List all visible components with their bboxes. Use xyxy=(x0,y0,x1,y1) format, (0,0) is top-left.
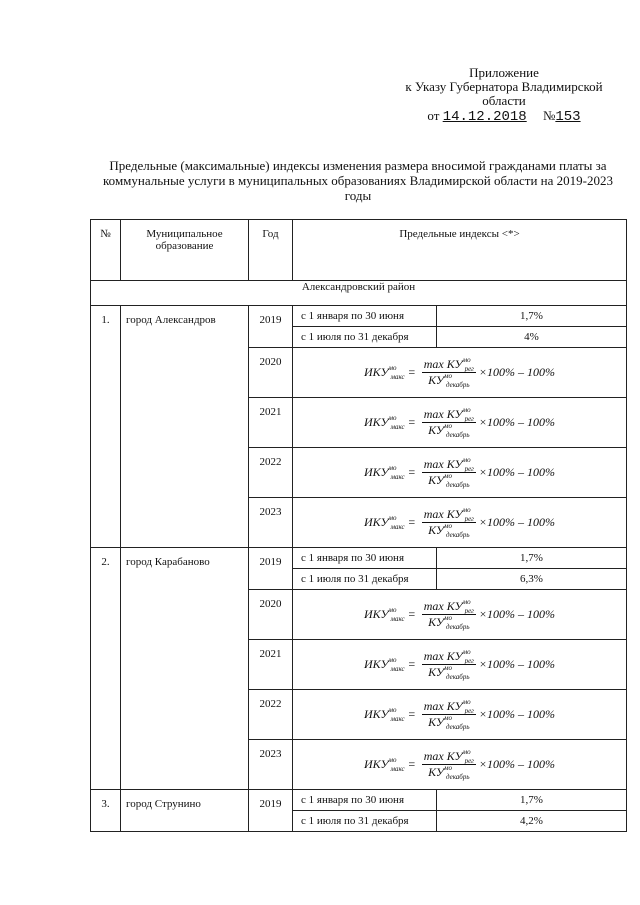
formula-cell xyxy=(293,740,627,790)
date-line xyxy=(400,109,608,124)
appendix-line2: к Указу Губернатора Владимирской xyxy=(405,79,603,94)
formula-lhs: $ИКУ^{мо}_{макс}$ xyxy=(363,464,405,481)
row-number: 1. xyxy=(91,306,121,548)
formula-cell xyxy=(293,590,627,640)
municipality-name: город Карабаново xyxy=(121,548,249,790)
index-value: 1,7% xyxy=(437,790,627,811)
title-line2: коммунальные услуги в муниципальных образованиях Владимирской области на 2019-2023 xyxy=(103,173,613,188)
period-cell: с 1 июля по 31 декабря xyxy=(293,569,437,590)
formula-lhs: $ИКУ^{мо}_{макс}$ xyxy=(363,606,405,623)
year-cell: 2019 xyxy=(249,306,293,348)
formula-tail: ×100% – 100% xyxy=(478,607,556,621)
index-formula: $ИКУ^{мо}_{макс}$ = $\frac{\max КУ^{мо}_{рег}}{КУ^{мо}_{декабрь}}$ ×100% – 100% xyxy=(363,748,556,781)
formula-tail: ×100% – 100% xyxy=(478,465,556,479)
formula-tail: ×100% – 100% xyxy=(478,515,556,529)
formula-lhs: $ИКУ^{мо}_{макс}$ xyxy=(363,414,405,431)
period-cell: с 1 января по 30 июня xyxy=(293,548,437,569)
year-cell: 2021 xyxy=(249,398,293,448)
number-prefix: № xyxy=(542,108,556,123)
formula-lhs: $ИКУ^{мо}_{макс}$ xyxy=(363,656,405,673)
appendix-line1: Приложение xyxy=(469,65,539,80)
table-header-row xyxy=(91,220,627,281)
table-row xyxy=(91,548,627,569)
formula-fraction: $\frac{\max КУ^{мо}_{рег}}{КУ^{мо}_{декабрь}}$ xyxy=(423,356,474,389)
index-formula: $ИКУ^{мо}_{макс}$ = $\frac{\max КУ^{мо}_{рег}}{КУ^{мо}_{декабрь}}$ ×100% – 100% xyxy=(363,406,556,439)
formula-cell xyxy=(293,498,627,548)
index-value: 4,2% xyxy=(437,811,627,832)
row-number: 3. xyxy=(91,790,121,832)
index-formula: $ИКУ^{мо}_{макс}$ = $\frac{\max КУ^{мо}_{рег}}{КУ^{мо}_{декабрь}}$ ×100% – 100% xyxy=(363,648,556,681)
period-cell: с 1 января по 30 июня xyxy=(293,790,437,811)
municipality-name: город Струнино xyxy=(121,790,249,832)
header-num: № xyxy=(91,220,121,281)
year-cell: 2020 xyxy=(249,348,293,398)
year-cell: 2020 xyxy=(249,590,293,640)
index-value: 1,7% xyxy=(437,306,627,327)
period-cell: с 1 июля по 31 декабря xyxy=(293,811,437,832)
formula-fraction: $\frac{\max КУ^{мо}_{рег}}{КУ^{мо}_{декабрь}}$ xyxy=(423,748,474,781)
index-formula: $ИКУ^{мо}_{макс}$ = $\frac{\max КУ^{мо}_{рег}}{КУ^{мо}_{декабрь}}$ ×100% – 100% xyxy=(363,506,556,539)
index-value: 4% xyxy=(437,327,627,348)
formula-fraction: $\frac{\max КУ^{мо}_{рег}}{КУ^{мо}_{декабрь}}$ xyxy=(423,506,474,539)
formula-fraction: $\frac{\max КУ^{мо}_{рег}}{КУ^{мо}_{декабрь}}$ xyxy=(423,456,474,489)
formula-cell xyxy=(293,448,627,498)
decree-number: 153 xyxy=(555,109,581,125)
year-cell: 2022 xyxy=(249,448,293,498)
formula-lhs: $ИКУ^{мо}_{макс}$ xyxy=(363,756,405,773)
district-name: Александровский район xyxy=(91,281,627,306)
title-line1: Предельные (максимальные) индексы изменения размера вносимой гражданами платы за xyxy=(109,158,607,173)
year-cell: 2023 xyxy=(249,740,293,790)
header-indices: Предельные индексы <*> xyxy=(293,220,627,281)
table-row xyxy=(91,306,627,327)
index-formula: $ИКУ^{мо}_{макс}$ = $\frac{\max КУ^{мо}_{рег}}{КУ^{мо}_{декабрь}}$ ×100% – 100% xyxy=(363,356,556,389)
index-formula: $ИКУ^{мо}_{макс}$ = $\frac{\max КУ^{мо}_{рег}}{КУ^{мо}_{декабрь}}$ ×100% – 100% xyxy=(363,698,556,731)
formula-cell xyxy=(293,640,627,690)
appendix-line3: области xyxy=(482,93,526,108)
formula-fraction: $\frac{\max КУ^{мо}_{рег}}{КУ^{мо}_{декабрь}}$ xyxy=(423,598,474,631)
formula-cell xyxy=(293,348,627,398)
formula-fraction: $\frac{\max КУ^{мо}_{рег}}{КУ^{мо}_{декабрь}}$ xyxy=(423,698,474,731)
municipality-name: город Александров xyxy=(121,306,249,548)
period-cell: с 1 июля по 31 декабря xyxy=(293,327,437,348)
year-cell: 2021 xyxy=(249,640,293,690)
index-formula: $ИКУ^{мо}_{макс}$ = $\frac{\max КУ^{мо}_{рег}}{КУ^{мо}_{декабрь}}$ ×100% – 100% xyxy=(363,598,556,631)
index-value: 6,3% xyxy=(437,569,627,590)
date-prefix: от xyxy=(427,108,440,123)
year-cell: 2022 xyxy=(249,690,293,740)
formula-tail: ×100% – 100% xyxy=(478,757,556,771)
formula-cell xyxy=(293,398,627,448)
table-row xyxy=(91,790,627,811)
formula-tail: ×100% – 100% xyxy=(478,365,556,379)
district-row xyxy=(91,281,627,306)
formula-tail: ×100% – 100% xyxy=(478,707,556,721)
period-cell: с 1 января по 30 июня xyxy=(293,306,437,327)
year-cell: 2019 xyxy=(249,548,293,590)
formula-lhs: $ИКУ^{мо}_{макс}$ xyxy=(363,514,405,531)
formula-cell xyxy=(293,690,627,740)
decree-date: 14.12.2018 xyxy=(442,109,527,125)
year-cell: 2019 xyxy=(249,790,293,832)
formula-tail: ×100% – 100% xyxy=(478,657,556,671)
formula-fraction: $\frac{\max КУ^{мо}_{рег}}{КУ^{мо}_{декабрь}}$ xyxy=(423,406,474,439)
header-municipality: Муниципальное образование xyxy=(121,220,249,281)
formula-fraction: $\frac{\max КУ^{мо}_{рег}}{КУ^{мо}_{декабрь}}$ xyxy=(423,648,474,681)
index-formula: $ИКУ^{мо}_{макс}$ = $\frac{\max КУ^{мо}_{рег}}{КУ^{мо}_{декабрь}}$ ×100% – 100% xyxy=(363,456,556,489)
year-cell: 2023 xyxy=(249,498,293,548)
formula-lhs: $ИКУ^{мо}_{макс}$ xyxy=(363,364,405,381)
index-value: 1,7% xyxy=(437,548,627,569)
formula-lhs: $ИКУ^{мо}_{макс}$ xyxy=(363,706,405,723)
appendix-header xyxy=(400,66,608,124)
formula-tail: ×100% – 100% xyxy=(478,415,556,429)
title-line3: годы xyxy=(344,188,372,203)
indices-table xyxy=(90,219,627,832)
row-number: 2. xyxy=(91,548,121,790)
document-title xyxy=(88,158,628,203)
header-year: Год xyxy=(249,220,293,281)
